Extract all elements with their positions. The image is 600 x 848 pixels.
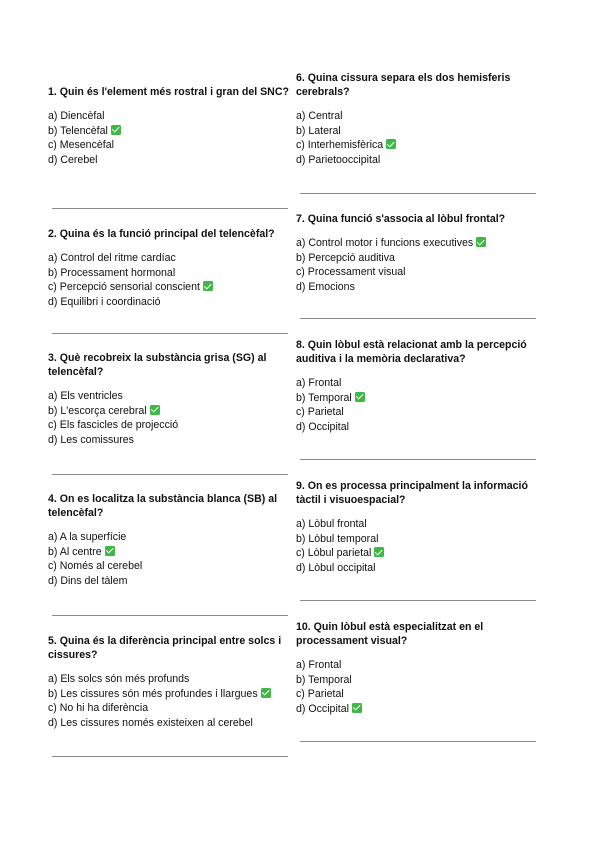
option-c: c) Només al cerebel: [48, 560, 143, 573]
option-c: c) Parietal: [296, 406, 344, 419]
option-a: a) Control motor i funcions executives: [296, 236, 544, 251]
option-a: a) Els solcs són més profunds: [48, 673, 190, 685]
option-c: c) Mesencèfal: [48, 139, 114, 152]
divider: [300, 459, 536, 460]
question-title: 4. On es localitza la substància blanca (SB) al telencèfal?: [48, 493, 278, 519]
option-a: a) Els ventricles: [48, 390, 123, 402]
question-title: 1. Quin és l'element més rostral i gran del SNC?: [48, 86, 289, 98]
option-b: b) Lateral: [296, 124, 341, 137]
option-b: b) Al centre: [48, 545, 298, 560]
green-check-icon: [105, 546, 115, 556]
question-9: [296, 479, 544, 575]
divider: [52, 333, 288, 334]
option-d: d) Parietooccipital: [296, 153, 381, 166]
green-check-icon: [352, 703, 362, 713]
green-check-icon: [203, 281, 213, 291]
option-a: a) Frontal: [296, 377, 342, 389]
question-title: 6. Quina cissura separa els dos hemisferis cerebrals?: [296, 72, 511, 98]
option-c: c) Parietal: [296, 688, 344, 701]
option-d: d) Dins del tàlem: [48, 574, 128, 587]
question-2: [48, 227, 298, 309]
option-a: a) Central: [296, 110, 343, 122]
option-c: c) Processament visual: [296, 266, 406, 279]
green-check-icon: [150, 405, 160, 415]
option-a: a) Lòbul frontal: [296, 518, 367, 530]
question-7: [296, 212, 544, 294]
option-c: c) Interhemisfèrica: [296, 138, 544, 153]
option-d: d) Les cissures només existeixen al cerebel: [48, 716, 253, 729]
question-title: 2. Quina és la funció principal del telencèfal?: [48, 228, 275, 240]
option-c: c) Percepció sensorial conscient: [48, 280, 298, 295]
question-10: [296, 620, 544, 716]
question-4: [48, 492, 298, 588]
divider: [52, 615, 288, 616]
question-8: [296, 338, 544, 434]
divider: [52, 208, 288, 209]
option-a: a) Control del ritme cardíac: [48, 252, 176, 264]
option-c: c) No hi ha diferència: [48, 702, 149, 715]
question-title: 9. On es processa principalment la informació tàctil i visuoespacial?: [296, 480, 528, 506]
question-title: 3. Què recobreix la substància grisa (SG) al telencèfal?: [48, 352, 267, 378]
green-check-icon: [111, 125, 121, 135]
divider: [52, 756, 288, 757]
green-check-icon: [374, 547, 384, 557]
divider: [300, 741, 536, 742]
option-c: c) Lòbul parietal: [296, 546, 544, 561]
option-b: b) Temporal: [296, 673, 352, 686]
option-d: d) Lòbul occipital: [296, 561, 376, 574]
option-a: a) Frontal: [296, 659, 342, 671]
question-5: [48, 634, 298, 730]
option-a: a) Diencèfal: [48, 110, 105, 122]
option-d: d) Emocions: [296, 280, 355, 293]
option-d: d) Equilibri i coordinació: [48, 295, 161, 308]
question-title: 7. Quina funció s'associa al lòbul frontal?: [296, 213, 506, 225]
option-b: b) Telencèfal: [48, 124, 298, 139]
divider: [300, 193, 536, 194]
option-b: b) Temporal: [296, 391, 544, 406]
option-d: d) Les comissures: [48, 433, 134, 446]
green-check-icon: [355, 392, 365, 402]
option-b: b) Lòbul temporal: [296, 532, 379, 545]
option-c: c) Els fascicles de projecció: [48, 419, 179, 432]
green-check-icon: [261, 688, 271, 698]
question-title: 8. Quin lòbul està relacionat amb la percepció auditiva i la memòria declarativa?: [296, 339, 527, 365]
option-a: a) A la superfície: [48, 531, 127, 543]
question-3: [48, 351, 298, 447]
option-d: d) Cerebel: [48, 153, 98, 166]
question-title: 5. Quina és la diferència principal entre solcs i cissures?: [48, 635, 282, 661]
green-check-icon: [476, 237, 486, 247]
option-d: d) Occipital: [296, 702, 544, 717]
divider: [300, 318, 536, 319]
divider: [52, 474, 288, 475]
question-title: 10. Quin lòbul està especialitzat en el processament visual?: [296, 621, 484, 647]
option-b: b) L'escorça cerebral: [48, 404, 298, 419]
option-d: d) Occipital: [296, 420, 349, 433]
option-b: b) Processament hormonal: [48, 266, 176, 279]
green-check-icon: [386, 139, 396, 149]
option-b: b) Les cissures són més profundes i llargues: [48, 687, 298, 702]
divider: [300, 600, 536, 601]
question-1: [48, 85, 298, 167]
option-b: b) Percepció auditiva: [296, 251, 395, 264]
question-6: [296, 71, 544, 167]
